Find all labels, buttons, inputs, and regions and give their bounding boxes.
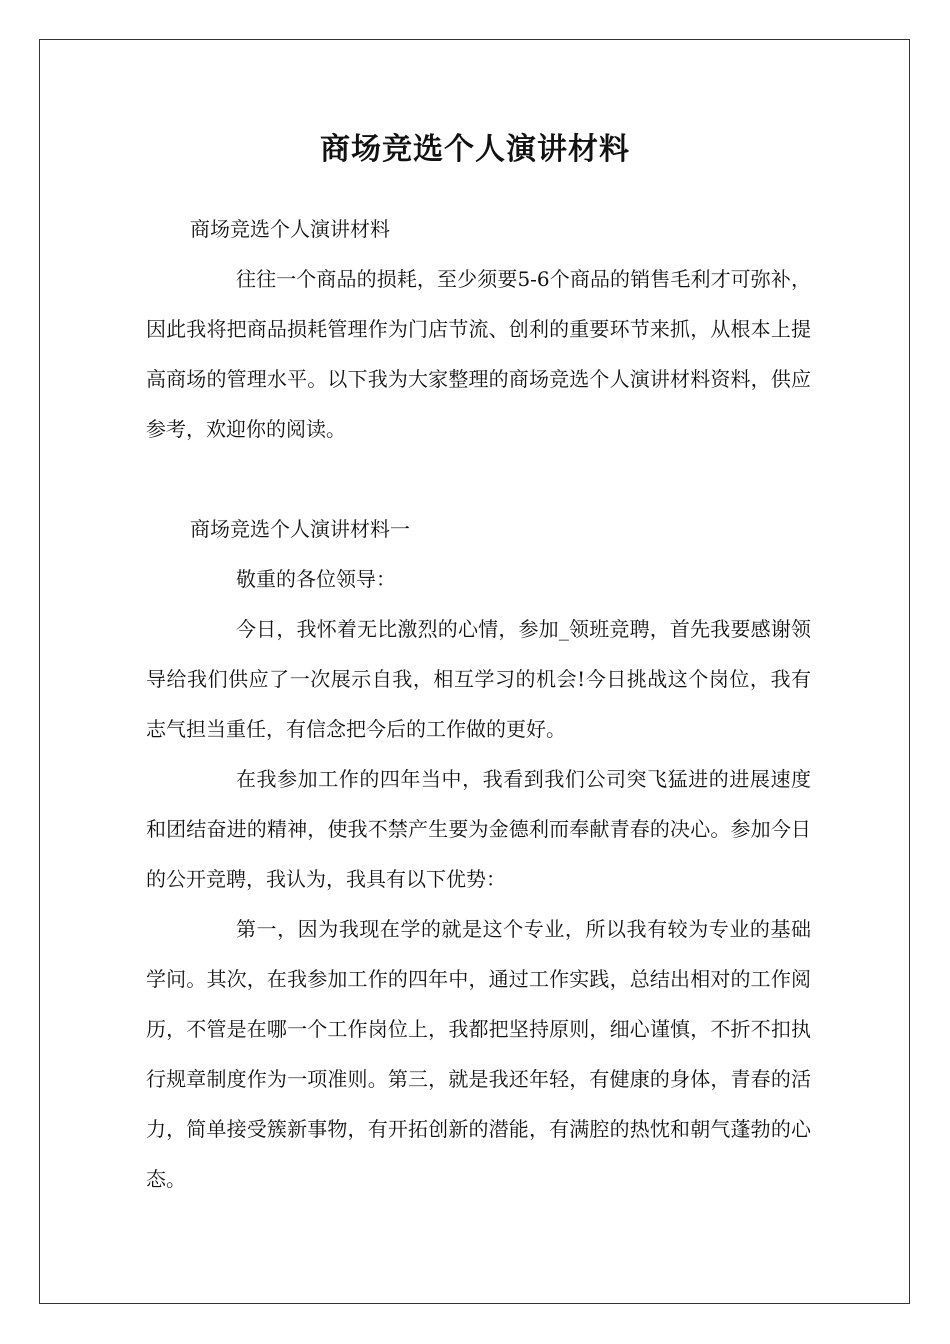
document-body [146,204,811,1204]
body-paragraph-2: 在我参加工作的四年当中，我看到我们公司突飞猛进的进展速度和团结奋进的精神，使我不禁产生要为金德利而奉献青春的决心。参加今日的公开竞聘，我认为，我具有以下优势： [146,767,811,891]
document-title: 商场竞选个人演讲材料 [320,132,630,167]
paragraph-spacer [146,454,811,504]
body-paragraph-3: 第一，因为我现在学的就是这个专业，所以我有较为专业的基础学问。其次，在我参加工作的四年中，通过工作实践，总结出相对的工作阅历，不管是在哪一个工作岗位上，我都把坚持原则，细心谨慎，不折不扣执行规章制度作为一项准则。第三，就是我还年轻，有健康的身体，青春的活力，简单接受簇新事物，有开拓创新的潜能，有满腔的热忱和朝气蓬勃的心态。 [146,917,811,1191]
intro-paragraph: 往往一个商品的损耗，至少须要5-6个商品的销售毛利才可弥补，因此我将把商品损耗管理作为门店节流、创利的重要环节来抓，从根本上提高商场的管理水平。以下我为大家整理的商场竞选个人演讲材料资料，供应参考，欢迎你的阅读。 [146,267,811,441]
document-subtitle: 商场竞选个人演讲材料 [190,217,390,241]
salutation: 敬重的各位领导： [236,567,396,591]
body-paragraph-1: 今日，我怀着无比激烈的心情，参加_领班竞聘，首先我要感谢领导给我们供应了一次展示自我，相互学习的机会!今日挑战这个岗位，我有志气担当重任，有信念把今后的工作做的更好。 [146,617,811,741]
section-heading: 商场竞选个人演讲材料一 [190,517,410,541]
